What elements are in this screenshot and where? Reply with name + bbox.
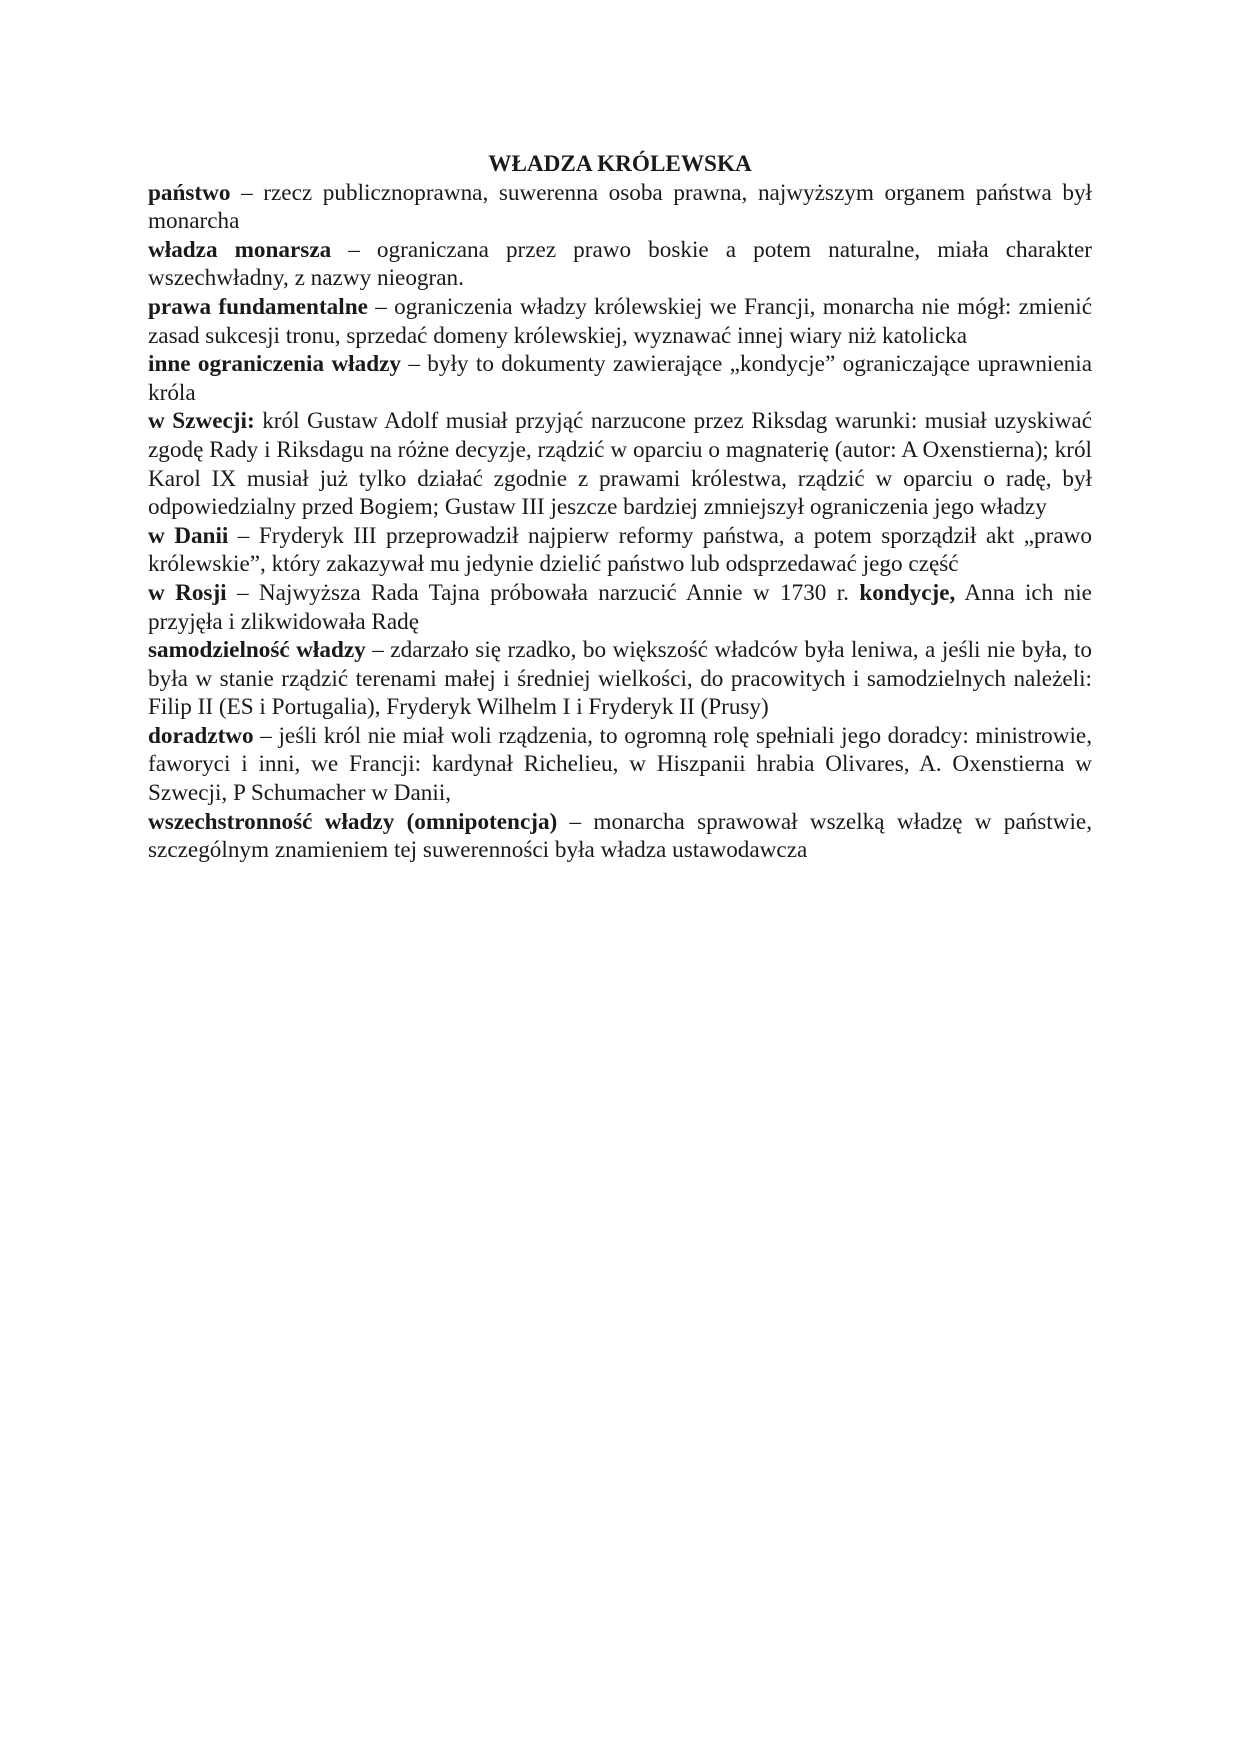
- entry-term: w Rosji: [148, 579, 227, 606]
- entry-text: – jeśli król nie miał woli rządzenia, to ogromną rolę spełniali jego doradcy: ministrowie, faworyci i inni, we Francji: kardynał Richelieu, w Hiszpanii hrabia Olivares, A. Oxenstierna w Szwecji, P Schumacher w Danii,: [148, 722, 1092, 807]
- entry-term: inne ograniczenia władzy: [148, 351, 402, 378]
- entry-term: prawa fundamentalne: [148, 293, 368, 320]
- entry-wladza-monarsza: [148, 236, 1092, 293]
- entry-doradztwo: [148, 722, 1092, 808]
- entry-text: – były to dokumenty zawierające „kondycje” ograniczające uprawnienia króla: [148, 351, 1092, 406]
- entry-samodzielnosc-wladzy: [148, 636, 1092, 722]
- entry-text: – ograniczenia władzy królewskiej we Francji, monarcha nie mógł: zmienić zasad sukcesji tronu, sprzedać domeny królewskiej, wyznawać innej wiary niż katolicka: [148, 293, 1092, 349]
- entry-text: król Gustaw Adolf musiał przyjąć narzucone przez Riksdag warunki: musiał uzyskiwać zgodę Rady i Riksdagu na różne decyzje, rządzić w oparciu o magnaterię (autor: A Oxenstierna); król Karol IX musiał już tylko działać zgodnie z prawami królestwa, rządzić w oparciu o radę, był odpowiedzialny przed Bogiem; Gustaw III jeszcze bardziej zmniejszył ograniczenia jego władzy: [148, 408, 1092, 521]
- entry-term: samodzielność władzy: [148, 637, 366, 664]
- entry-term: doradztwo: [148, 722, 254, 749]
- entry-w-danii: [148, 522, 1092, 579]
- entry-text: – ograniczana przez prawo boskie a potem naturalne, miała charakter wszechwładny, z nazwy nieogran.: [148, 236, 1092, 292]
- entry-text: – Fryderyk III przeprowadził najpierw reformy państwa, a potem sporządził akt „prawo królewskie”, który zakazywał mu jedynie dzielić państwo lub odsprzedawać jego część: [148, 522, 1093, 578]
- entry-w-rosji: [148, 579, 1092, 636]
- entry-text: – zdarzało się rzadko, bo większość władców była leniwa, a jeśli nie była, to była w stanie rządzić terenami małej i średniej wielkości, do pracowitych i samodzielnych należeli: Filip II (ES i Portugalia), Fryderyk Wilhelm I i Fryderyk II (Prusy): [148, 637, 1092, 721]
- entry-text: Anna ich nie przyjęła i zlikwidowała Radę: [148, 579, 1092, 635]
- document-body: [148, 150, 1092, 865]
- entry-wszechstronnosc-wladzy: [148, 808, 1092, 865]
- entry-term: w Szwecji:: [148, 408, 255, 435]
- entry-inne-ograniczenia: [148, 350, 1092, 407]
- entry-term-inline: kondycje,: [859, 579, 956, 606]
- entry-term: państwo: [148, 179, 231, 206]
- entry-panstwo: [148, 179, 1092, 236]
- entry-text: – Najwyższa Rada Tajna próbowała narzucić Annie w 1730 r.: [226, 579, 860, 606]
- entry-term: w Danii: [148, 522, 229, 549]
- page-title: WŁADZA KRÓLEWSKA: [488, 151, 752, 177]
- entry-term: władza monarsza: [148, 236, 332, 263]
- entry-prawa-fundamentalne: [148, 293, 1092, 350]
- entry-w-szwecji: [148, 407, 1092, 521]
- entry-text: – rzecz publicznoprawna, suwerenna osoba prawna, najwyższym organem państwa był monarcha: [148, 179, 1092, 235]
- entry-term: wszechstronność władzy (omnipotencja): [148, 808, 558, 835]
- entry-text: – monarcha sprawował wszelką władzę w państwie, szczególnym znamieniem tej suwerenności była władza ustawodawcza: [148, 808, 1092, 864]
